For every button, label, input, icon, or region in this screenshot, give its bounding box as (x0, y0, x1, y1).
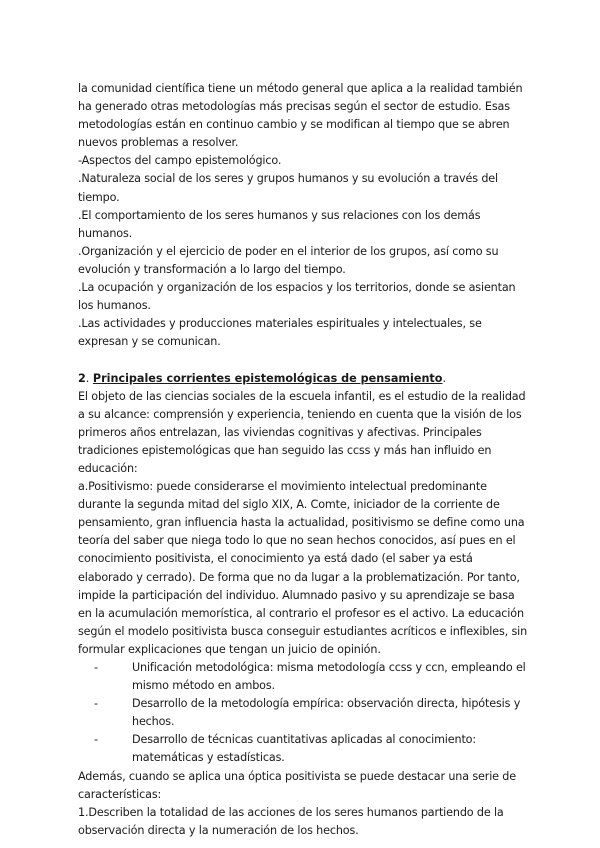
spacer (78, 351, 528, 369)
characteristics-intro: Además, cuando se aplica una óptica positivista se puede destacar una serie de características: (78, 769, 516, 801)
epistemological-heading: -Aspectos del campo epistemológico. (78, 154, 282, 168)
aspect-item: .Organización y el ejercicio de poder en el interior de los grupos, así como su evolución y transformación a lo largo del tiempo. (78, 244, 499, 276)
intro-paragraph: la comunidad científica tiene un método general que aplica a la realidad también ha generado otras metodologías más precisas según el sector de estudio. Esas metodologías están en continuo cambio y se modifican al tiempo que se abren nuevos problemas a resolver. (78, 82, 523, 150)
aspect-item: .Las actividades y producciones materiales espirituales y intelectuales, se expresan y se comunican. (78, 317, 482, 349)
list-item-text: Unificación metodológica: misma metodología ccss y ccn, empleando el mismo método en ambos. (132, 661, 526, 693)
bullet-marker: - (94, 697, 98, 711)
list-item-text: Desarrollo de la metodología empírica: observación directa, hipótesis y hechos. (132, 697, 521, 729)
aspect-item: .La ocupación y organización de los espacios y los territorios, donde se asientan los humanos. (78, 281, 516, 313)
list-item (94, 695, 528, 731)
positivism-paragraph: a.Positivismo: puede considerarse el movimiento intelectual predominante durante la segunda mitad del siglo XIX, A. Comte, iniciador de la corriente de pensamiento, gran influencia hasta la actualidad, positivismo se define como una teoría del saber que niega todo lo que no sean hechos conocidos, así pues en el conocimiento positivista, el conocimiento ya está dado (el saber ya está elaborado y cerrado). De forma que no da lugar a la problematización. Por tanto, impide la participación del individuo. Alumnado pasivo y su aprendizaje se basa en la acumulación memorística, al contrario el profesor es el activo. La educación según el modelo positivista busca conseguir estudiantes acríticos e inflexibles, sin formular explicaciones que tengan un juicio de opinión. (78, 480, 528, 656)
positivism-list (78, 659, 528, 768)
list-item (94, 731, 528, 767)
bullet-marker: - (94, 733, 98, 747)
section-paragraph: El objeto de las ciencias sociales de la escuela infantil, es el estudio de la realidad a su alcance: comprensión y experiencia, teniendo en cuenta que la visión de los primeros años entrelazan, las viviendas cognitivas y afectivas. Principales tradiciones epistemológicas que han seguido las ccss y más han influido en educación: (78, 389, 526, 475)
list-item-text: Desarrollo de técnicas cuantitativas aplicadas al conocimiento: matemáticas y estadísticas. (132, 733, 476, 765)
section-title: Principales corrientes epistemológicas de pensamiento (92, 371, 443, 385)
aspect-item: .Naturaleza social de los seres y grupos humanos y su evolución a través del tiempo. (78, 172, 498, 204)
bullet-marker: - (94, 661, 98, 674)
section-heading: 2. Principales corrientes epistemológicas de pensamiento. (78, 371, 447, 385)
section-number: 2 (78, 371, 86, 385)
list-item (94, 659, 528, 695)
characteristic-item: 1.Describen la totalidad de las acciones de los seres humanos partiendo de la observación directa y la numeración de los hechos. (78, 805, 504, 837)
aspect-item: .El comportamiento de los seres humanos y sus relaciones con los demás humanos. (78, 208, 481, 240)
